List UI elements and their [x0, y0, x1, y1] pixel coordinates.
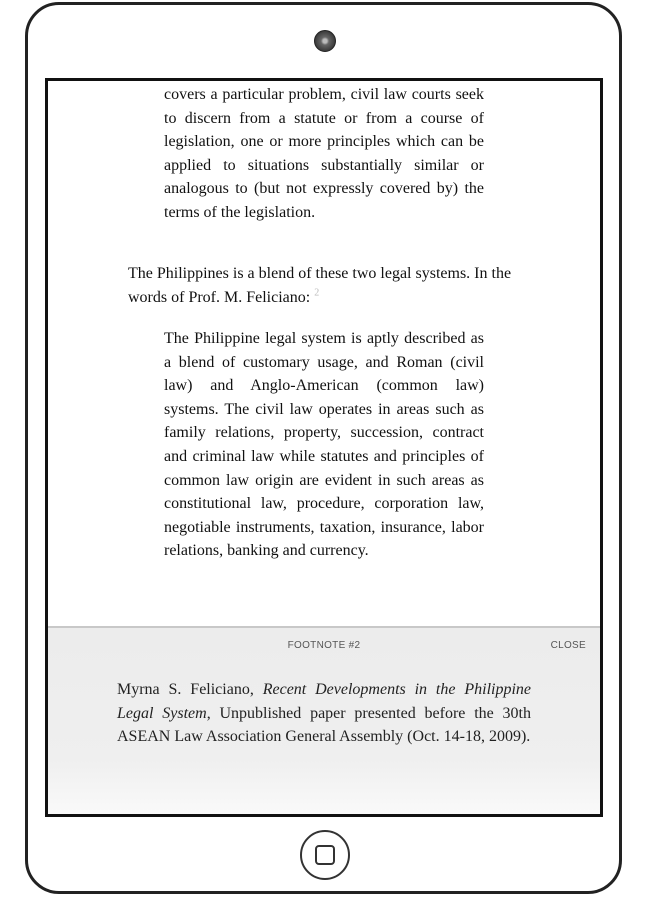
paragraph-text: The Philippines is a blend of these two legal systems. In the words of Prof. M. Feliciano:: [128, 265, 512, 306]
camera-icon: [314, 30, 336, 52]
reader-content[interactable]: [48, 81, 600, 626]
block-quote-1: covers a particular problem, civil law courts seek to discern from a statute or from a course of legislation, one or more principles which can be applied to situations substantially similar or analogous to (but not expressly covered by) the terms of the legislation.: [164, 86, 484, 221]
close-button[interactable]: CLOSE: [550, 640, 586, 651]
footnote-title: FOOTNOTE #2: [287, 640, 361, 651]
home-button[interactable]: [300, 830, 350, 880]
footnote-panel: [48, 626, 600, 817]
footnote-author: Myrna S. Feliciano,: [117, 681, 263, 698]
body-paragraph: [128, 262, 528, 309]
block-quote-2: The Philippine legal system is aptly described as a blend of customary usage, and Roman (civil law) and Anglo-American (common law) systems. The civil law operates in areas such as family relations, property, succession, contract and criminal law while statutes and principles of common law origin are evident in such areas as constitutional law, procedure, corporation law, negotiable instruments, taxation, insurance, labor relations, banking and currency.: [164, 330, 484, 560]
footnote-details: , Unpublished paper presented before the 30th ASEAN Law Association General Assembly (Oct. 14-18, 2009).: [117, 704, 531, 746]
footnote-work-title: Recent Developments in the Philippine Legal System: [117, 681, 532, 722]
ebook-screen: [45, 78, 603, 817]
home-square-icon: [315, 845, 335, 865]
footnote-link[interactable]: 2: [314, 287, 320, 299]
footnote-text: [117, 678, 531, 749]
